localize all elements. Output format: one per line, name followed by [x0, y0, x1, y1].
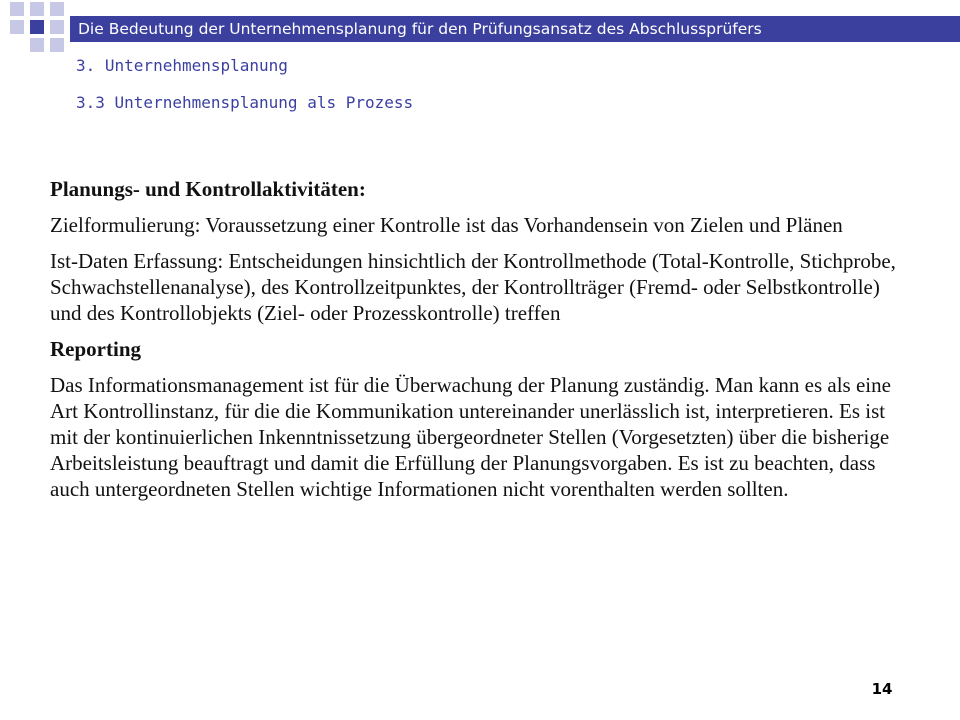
deco-square	[50, 20, 64, 34]
deco-square	[30, 20, 44, 34]
deco-square	[10, 20, 24, 34]
page-number: 14	[871, 680, 893, 698]
slide-body	[50, 176, 910, 512]
paragraph-informationsmanagement: Das Informationsmanagement ist für die Überwachung der Planung zuständig. Man kann es als eine Art Kontrollinstanz, für die die Kommunikation untereinander unerlässlich ist, interpretieren. Es ist mit der kontinuierlichen Inkenntnissetzung übergeordneter Stellen (Vorgesetzten) über die bisherige Arbeitsleistung beauftragt und damit die Erfüllung der Planungsvorgaben. Es ist zu beachten, dass auch untergeordneten Stellen wichtige Informationen nicht vorenthalten werden sollten.	[50, 373, 891, 501]
heading-reporting: Reporting	[50, 337, 141, 361]
paragraph-ist-daten: Ist-Daten Erfassung: Entscheidungen hinsichtlich der Kontrollmethode (Total-Kontrolle, Stichprobe, Schwachstellenanalyse), des Kontrollzeitpunktes, der Kontrollträger (Fremd- oder Selbstkontrolle) und des Kontrollobjekts (Ziel- oder Prozesskontrolle) treffen	[50, 249, 896, 325]
deco-square	[50, 2, 64, 16]
paragraph-zielformulierung: Zielformulierung: Voraussetzung einer Kontrolle ist das Vorhandensein von Zielen und Plänen	[50, 213, 843, 237]
decorative-squares	[0, 0, 80, 56]
heading-planning-control: Planungs- und Kontrollaktivitäten:	[50, 177, 366, 201]
deco-square	[30, 38, 44, 52]
deco-square	[10, 2, 24, 16]
deco-square	[30, 2, 44, 16]
deco-square	[50, 38, 64, 52]
section-heading: 3. Unternehmensplanung	[76, 56, 288, 75]
subsection-heading: 3.3 Unternehmensplanung als Prozess	[76, 93, 414, 112]
slide-title: Die Bedeutung der Unternehmensplanung für den Prüfungsansatz des Abschlussprüfers	[78, 20, 762, 38]
